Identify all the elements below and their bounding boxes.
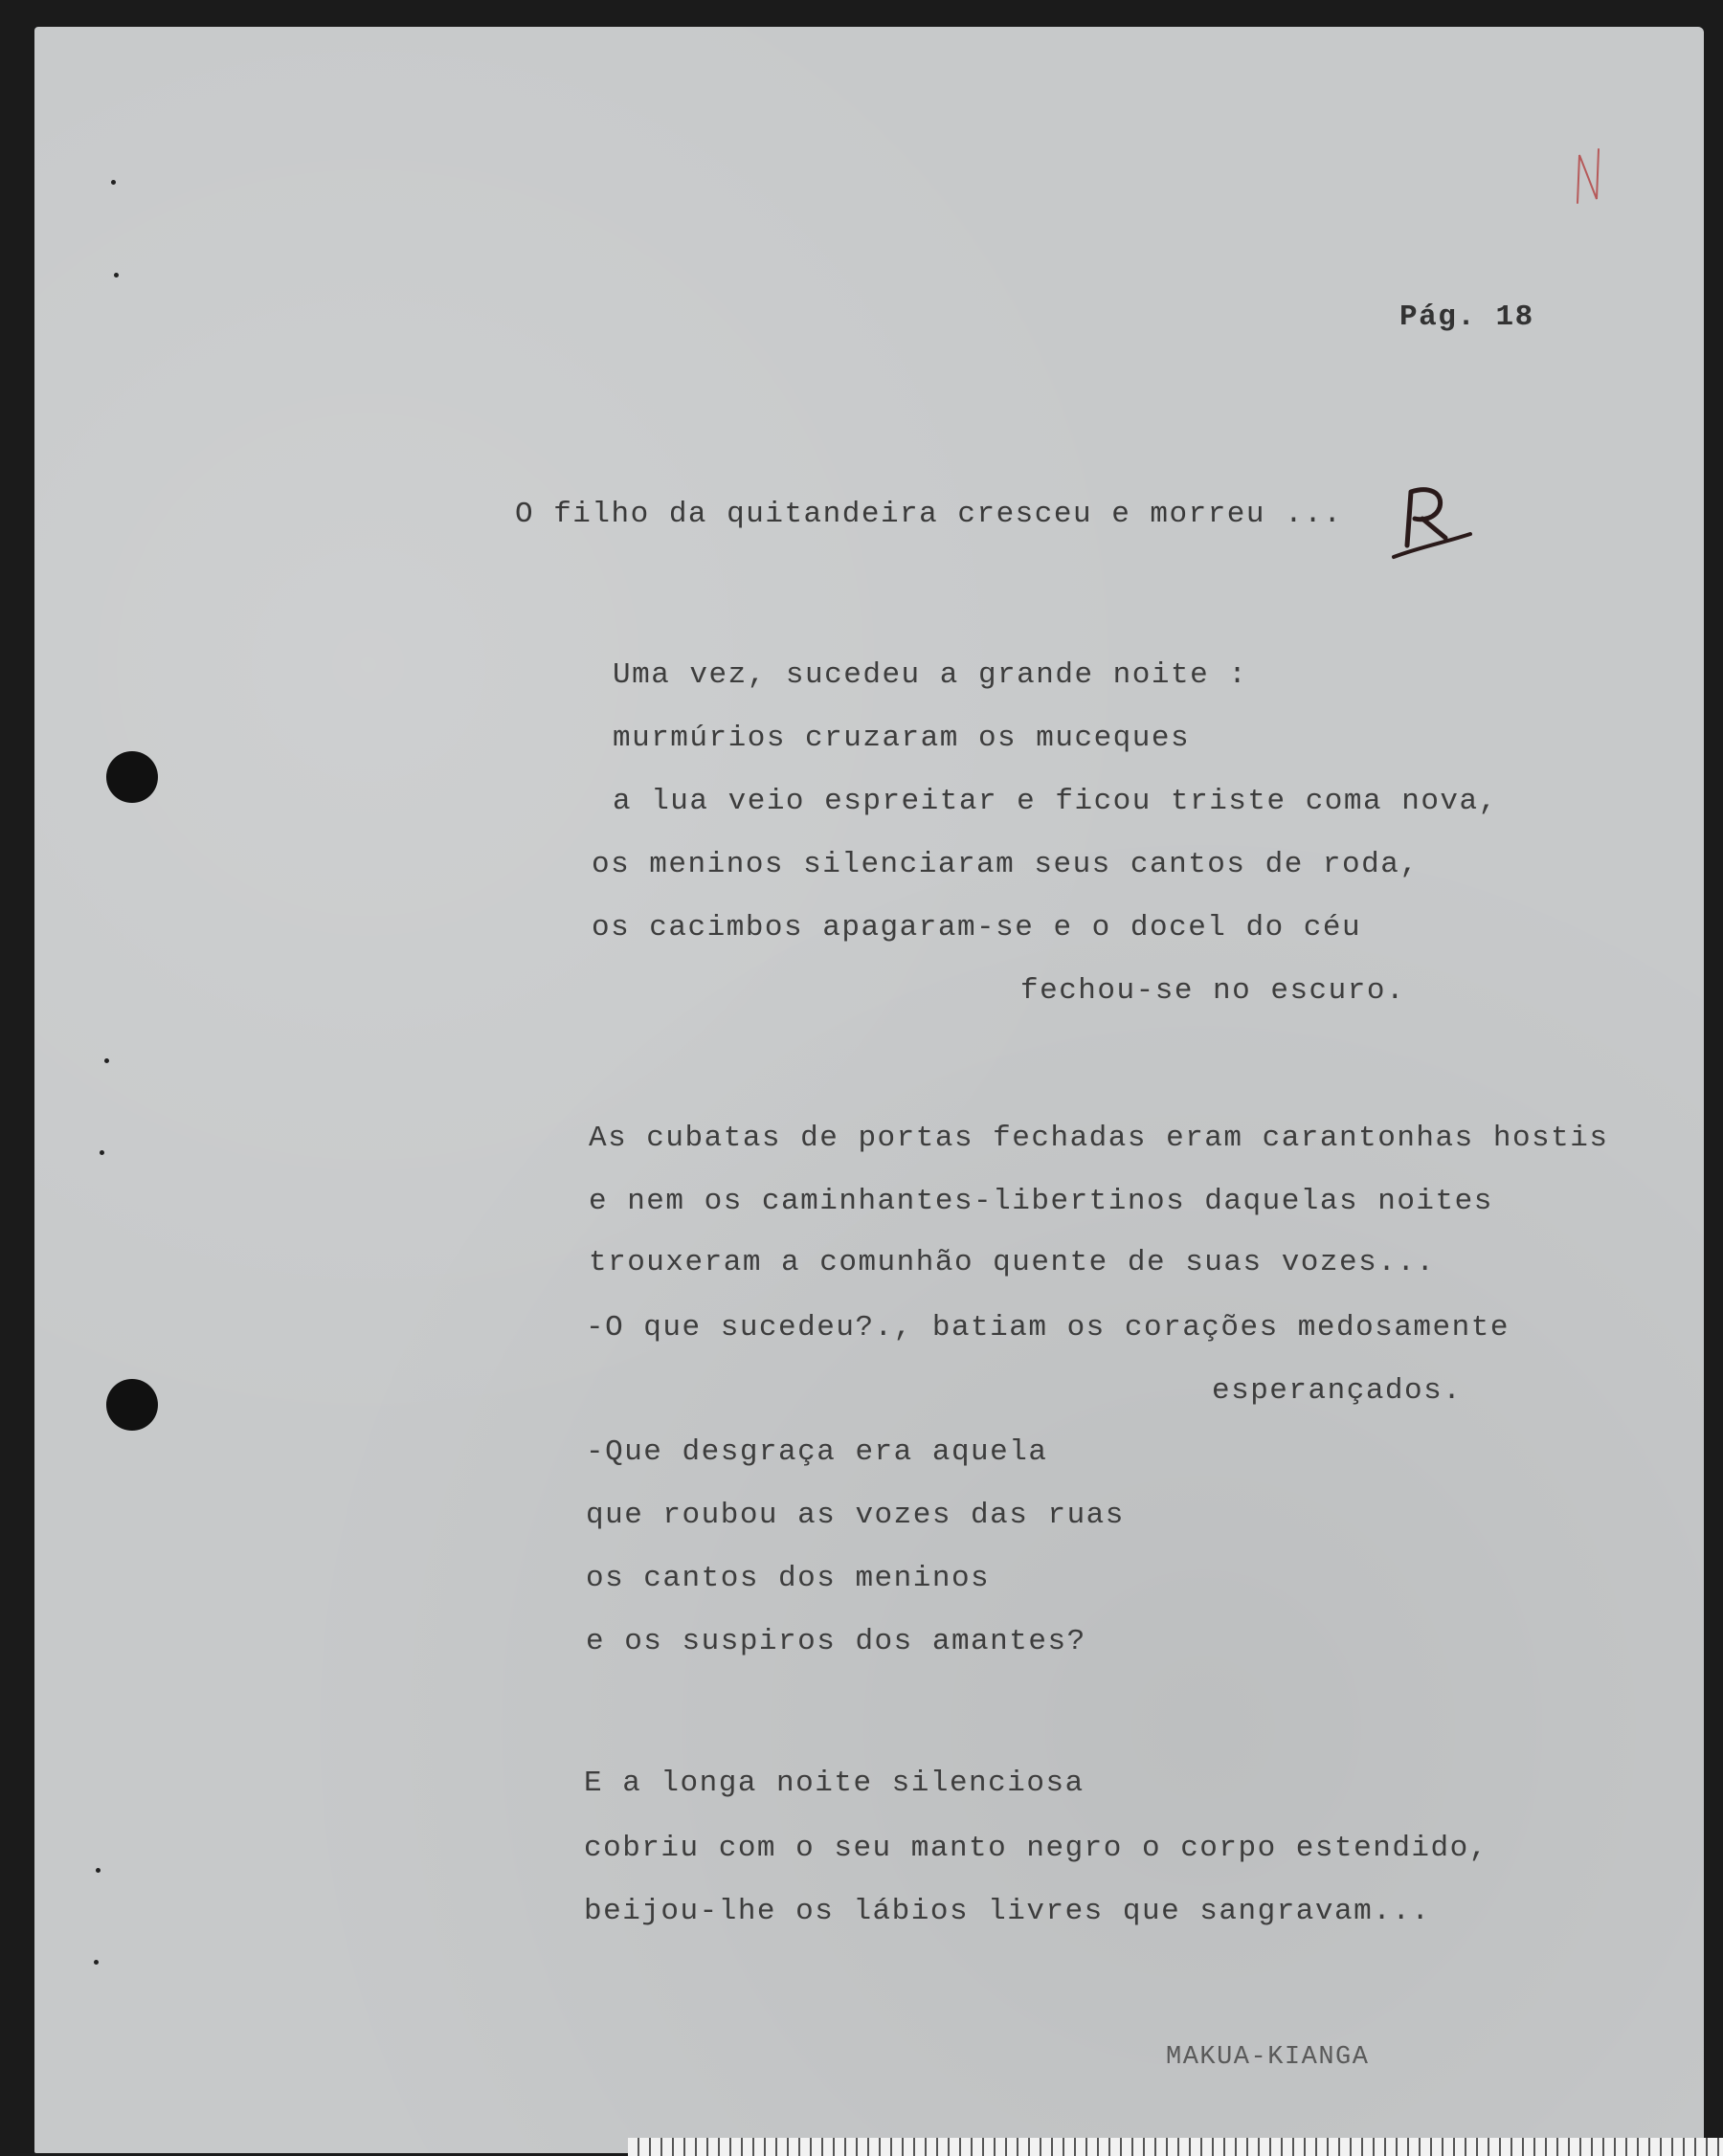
margin-speck	[111, 180, 116, 185]
poem-line: -O que sucedeu?., batiam os corações medosamente	[586, 1311, 1510, 1345]
poem-line: os cantos dos meninos	[586, 1562, 991, 1595]
punch-hole-top	[106, 751, 158, 803]
poem-line: -Que desgraça era aquela	[586, 1435, 1048, 1469]
poem-line: a lua veio espreitar e ficou triste coma nova,	[613, 785, 1498, 818]
poem-line: cobriu com o seu manto negro o corpo estendido,	[584, 1832, 1488, 1865]
margin-speck	[96, 1868, 101, 1873]
poem-line: trouxeram a comunhão quente de suas vozes...	[589, 1246, 1436, 1279]
poem-line: fechou-se no escuro.	[1020, 974, 1406, 1008]
poem-line: que roubou as vozes das ruas	[586, 1499, 1125, 1532]
corner-handwritten-mark	[1570, 144, 1608, 211]
poem-line: esperançados.	[1212, 1374, 1463, 1408]
punch-hole-bottom	[106, 1379, 158, 1431]
poem-line: E a longa noite silenciosa	[584, 1767, 1085, 1800]
poem-line: e os suspiros dos amantes?	[586, 1625, 1086, 1658]
margin-speck	[114, 273, 119, 278]
poem-line: os cacimbos apagaram-se e o docel do céu	[592, 911, 1362, 945]
poem-title: O filho da quitandeira cresceu e morreu ...	[515, 498, 1343, 531]
poem-line: As cubatas de portas fechadas eram carantonhas hostis	[589, 1122, 1609, 1155]
poem-line: Uma vez, sucedeu a grande noite :	[613, 658, 1248, 692]
handwritten-r-annotation	[1390, 478, 1476, 565]
margin-speck	[100, 1150, 104, 1155]
author-signature: MAKUA-KIANGA	[1166, 2043, 1370, 2072]
poem-line: murmúrios cruzaram os muceques	[613, 722, 1191, 755]
poem-line: beijou-lhe os lábios livres que sangravam...	[584, 1895, 1431, 1928]
page-number: Pág. 18	[1399, 300, 1534, 334]
poem-line: e nem os caminhantes-libertinos daquelas noites	[589, 1185, 1493, 1218]
archival-scale-bar	[628, 2138, 1723, 2156]
poem-line: os meninos silenciaram seus cantos de roda,	[592, 848, 1420, 881]
margin-speck	[104, 1058, 109, 1063]
margin-speck	[94, 1960, 99, 1965]
